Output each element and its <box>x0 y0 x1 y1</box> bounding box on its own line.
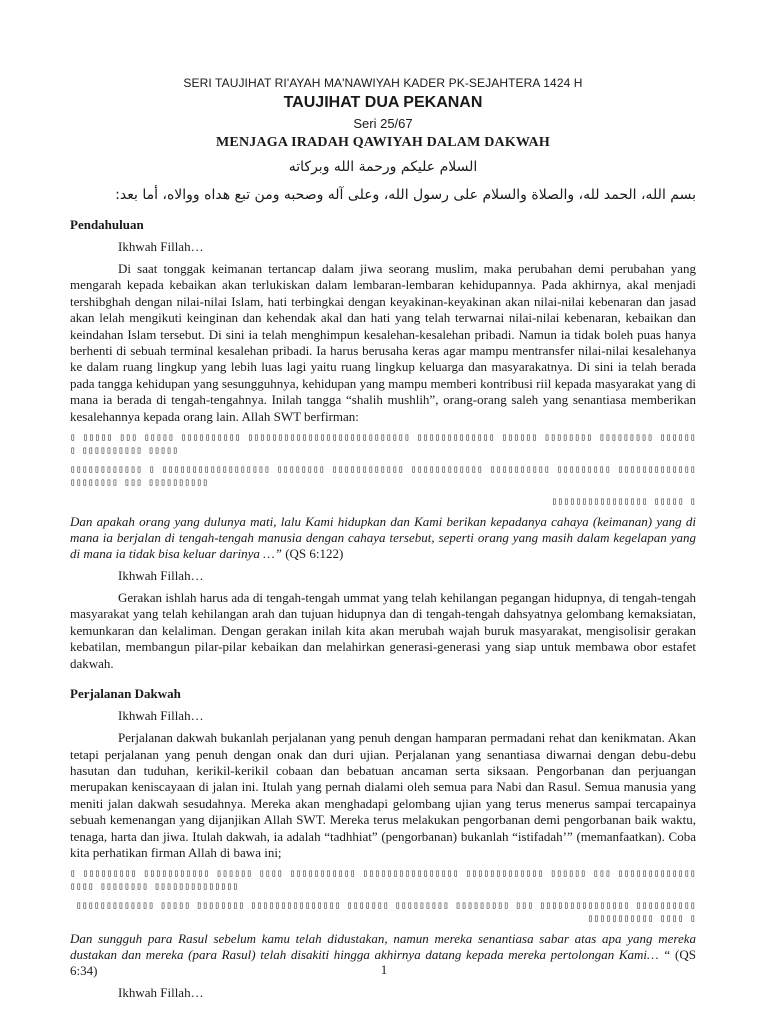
page-title: TAUJIHAT DUA PEKANAN <box>283 94 483 111</box>
paragraph: Di saat tonggak keimanan tertancap dalam jiwa seorang muslim, maka perubahan demi perubahan yang mengarah kepada kebaikan akan terlukiskan dalam lembaran-lembaran kehidupannya. Pada akhirnya, akal menjadi tershibghah dengan nilai-nilai Islam, hati terbingkai dengan keyakinan-keyakinan akan nilai-nilai kebenaran dan jasad akan lelah mengikuti keinginan dan kehendak akal dan hati yang telah terwarnai nilai-nilai kebenaran, kebaikan dan keindahan Islam tersebut. Di sini ia telah menghimpun kesalehan-kesalehan pribadi. Namun ia tidak boleh puas hanya berhenti di sebuah terminal kesalehan pribadi. Ia harus berusaha keras agar mampu mentransfer nilai-nilai kesalehanya ke dalam ruang lingkup yang lebih luas lagi yaitu ruang lingkup keluarga dan masyarakatnya. Di sini ia telah berada pada tangga kehidupan yang sesungguhnya, kehidupan yang mampu memberi kontribusi riil kepada masyarakat yang di mana ia berada di tengah-tengahnya. Inilah tangga “shalih mushlih”, orang-orang saleh yang senantiasa memberikan kesalehannya kepada orang lain. Allah SWT berfirman: <box>70 261 696 424</box>
section-heading-perjalanan-dakwah: Perjalanan Dakwah <box>70 686 181 702</box>
series-number: Seri 25/67 <box>353 116 413 131</box>
greeting: Ikhwah Fillah… <box>118 239 204 254</box>
arabic-verse-placeholder: ▯▯▯▯▯▯▯▯▯▯▯▯ ▯ ▯▯▯▯▯▯▯▯▯▯▯▯▯▯▯▯▯▯ ▯▯▯▯▯▯▯▯ ▯▯▯▯▯▯▯▯▯▯▯▯ ▯▯▯▯▯▯▯▯▯▯▯▯ ▯▯▯▯▯▯▯▯▯▯ ▯▯▯▯▯▯▯▯▯ ▯▯▯▯▯▯▯▯▯▯▯▯▯▯▯▯▯▯▯▯▯ ▯▯▯ ▯▯▯▯▯▯▯▯▯▯ <box>70 464 696 489</box>
page-number: 1 <box>380 962 388 977</box>
greeting: Ikhwah Fillah… <box>118 985 204 1001</box>
greeting: Ikhwah Fillah… <box>118 708 204 724</box>
arabic-verse-placeholder: ▯▯▯▯▯▯▯▯▯▯▯▯▯ ▯▯▯▯▯ ▯▯▯▯▯▯▯▯ ▯▯▯▯▯▯▯▯▯▯▯▯▯▯▯ ▯▯▯▯▯▯▯ ▯▯▯▯▯▯▯▯▯ ▯▯▯▯▯▯▯▯▯ ▯▯▯ ▯▯▯▯▯▯▯▯▯▯▯▯▯▯▯ ▯▯▯▯▯▯▯▯▯▯▯▯▯▯▯▯▯▯▯▯▯ ▯▯▯▯ ▯ <box>75 900 696 925</box>
verse-reference: (QS 6:122) <box>281 546 344 562</box>
document-subtitle: MENJAGA IRADAH QAWIYAH DALAM DAKWAH <box>216 135 550 150</box>
document-page <box>70 76 696 1001</box>
arabic-opening: بسم الله، الحمد لله، والصلاة والسلام على رسول الله، وعلى آله وصحبه ومن تبع هداه ووالاه، أما بعد: <box>115 187 696 203</box>
arabic-salam: السلام عليكم ورحمة الله وبركاته <box>288 159 478 175</box>
series-line: SERI TAUJIHAT RI'AYAH MA'NAWIYAH KADER PK-SEJAHTERA 1424 H <box>183 76 583 90</box>
paragraph: Perjalanan dakwah bukanlah perjalanan yang penuh dengan hamparan permadani rehat dan kenikmatan. Akan tetapi perjalanan yang penuh dengan onak dan duri ujian. Perjalanan yang senantiasa diwarnai dengan debu-debu hasutan dan tuduhan, kerikil-kerikil cobaan dan bebatuan ancaman serta siksaan. Pengorbanan dan perjuangan merupakan keniscayaan di jalan ini. Itulah yang pernah dialami oleh semua para Nabi dan Rasul. Semua manusia yang meniti jalan dakwah sesudahnya. Mereka akan menghadapi gelombang ujian yang terus menerus sampai tercapainya sebuah kemenangan yang dijanjikan Allah SWT. Mereka terus melakukan pengorbanan demi pengorbanan baik waktu, tenaga, harta dan jiwa. Itulah dakwah, ia adalah “tadhhiat” (pengorbanan) bukanlah “istifadah’” (memanfaatkan). Coba kita perhatikan firman Allah di bawa ini; <box>70 730 696 860</box>
verse-reference: (QS 6:34) <box>70 947 697 979</box>
section-heading-pendahuluan: Pendahuluan <box>70 217 144 232</box>
verse-translation <box>70 514 696 562</box>
verse-text: Dan apakah orang yang dulunya mati, lalu Kami hidupkan dan Kami berikan kepadanya cahaya (keimanan) yang di mana ia berjalan di tengah-tengah manusia dengan cahaya tersebut, seperti orang yang masih dalam kegelapan yang di mana ia tidak bisa keluar darinya …” <box>70 514 696 562</box>
verse-text: Dan sungguh para Rasul sebelum kamu telah didustakan, namun mereka senantiasa sabar atas apa yang mereka dustakan dan mereka (para Rasul) telah disakiti hingga akhirnya datang kepada mereka pertolongan Kami… “ <box>70 931 696 963</box>
greeting: Ikhwah Fillah… <box>118 568 204 584</box>
arabic-verse-placeholder: ▯ ▯▯▯▯▯▯▯▯▯ ▯▯▯▯▯▯▯▯▯▯▯ ▯▯▯▯▯▯ ▯▯▯▯ ▯▯▯▯▯▯▯▯▯▯▯ ▯▯▯▯▯▯▯▯▯▯▯▯▯▯▯▯ ▯▯▯▯▯▯▯▯▯▯▯▯▯ ▯▯▯▯▯▯ ▯▯▯ ▯▯▯▯▯▯▯▯▯▯▯▯▯▯▯▯▯ ▯▯▯▯▯▯▯▯ ▯▯▯▯▯▯▯▯▯▯▯▯▯▯ <box>70 868 696 893</box>
paragraph: Gerakan ishlah harus ada di tengah-tengah ummat yang telah kehilangan pegangan hidupnya, di tengah-tengah masyarakat yang telah kehilangan arah dan tujuan hidupnya dan di tengah-tengah dahsyatnya gelombang kemaksiatan, kemunkaran dan kelaliman. Dengan gerakan inilah kita akan merubah wajah buruk masyarakat, mengisolisir gerakan kebatilan, membangun pilar-pilar kebaikan dan melahirkan generasi-generasi yang siap untuk membawa obor estafet dakwah. <box>70 590 696 671</box>
arabic-verse-placeholder: ▯ ▯▯▯▯▯ ▯▯▯ ▯▯▯▯▯ ▯▯▯▯▯▯▯▯▯▯ ▯▯▯▯▯▯▯▯▯▯▯▯▯▯▯▯▯▯▯▯▯▯▯▯▯▯▯ ▯▯▯▯▯▯▯▯▯▯▯▯▯ ▯▯▯▯▯▯ ▯▯▯▯▯▯▯▯ ▯▯▯▯▯▯▯▯▯ ▯▯▯▯▯▯ ▯ ▯▯▯▯▯▯▯▯▯▯ ▯▯▯▯▯ <box>70 432 696 457</box>
arabic-verse-placeholder: ▯▯▯▯▯▯▯▯▯▯▯▯▯▯▯▯ ▯▯▯▯▯ ▯ <box>551 496 696 508</box>
